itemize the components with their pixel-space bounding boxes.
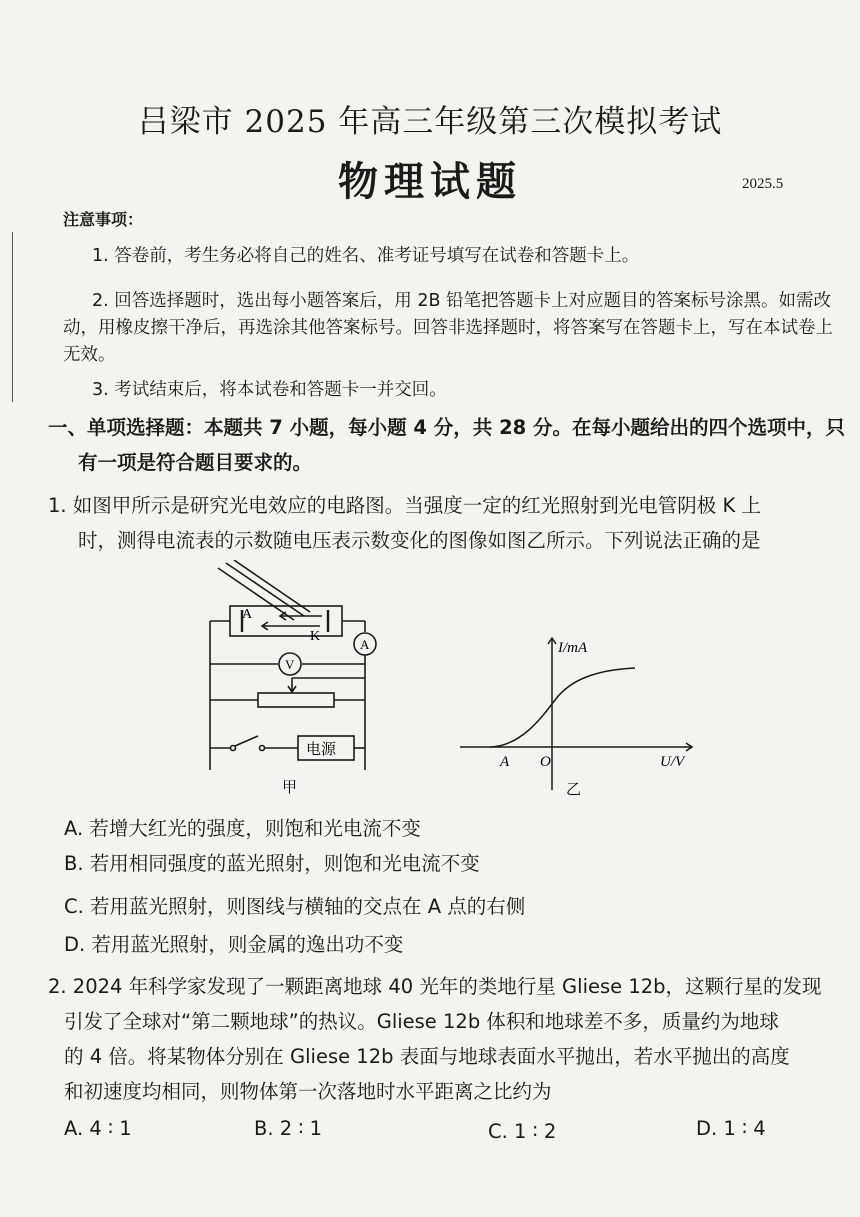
q1-option-d: D. 若用蓝光照射，则金属的逸出功不变 [64,933,404,956]
q2-stem-line2: 引发了全球对“第二颗地球”的热议。Gliese 12b 体积和地球差不多，质量约为地球 [64,1010,779,1033]
q2-stem-line4: 和初速度均相同，则物体第一次落地时水平距离之比约为 [64,1080,552,1103]
point-a-label: A [500,754,510,770]
voltmeter-label: V [285,657,295,672]
anode-label: A [242,607,253,622]
power-label: 电源 [306,740,337,758]
notice-item-2-end: 无效。 [63,345,116,365]
q1-option-c: C. 若用蓝光照射，则图线与横轴的交点在 A 点的右侧 [64,895,526,918]
q1-option-b: B. 若用相同强度的蓝光照射，则饱和光电流不变 [64,852,480,875]
q1-option-a: A. 若增大红光的强度，则饱和光电流不变 [64,817,421,840]
notice-item-2-cont: 动，用橡皮擦干净后，再选涂其他答案标号。回答非选择题时，将答案写在答题卡上，写在本试卷上 [63,318,833,338]
y-axis-label: I/mA [558,640,588,656]
figure-caption-yi: 乙 [566,780,582,798]
notice-item-2: 2. 回答选择题时，选出每小题答案后，用 2B 铅笔把答题卡上对应题目的答案标号涂黑。如需改 [92,291,832,311]
x-axis-label: U/V [660,754,685,770]
iu-graph [460,630,710,800]
subject-title: 物理试题 [338,158,522,205]
q2-option-b: B. 2 ∶ 1 [254,1117,323,1140]
q2-stem-line1: 2. 2024 年科学家发现了一颗距离地球 40 光年的类地行星 Gliese 12b，这颗行星的发现 [48,975,822,998]
ammeter-label: A [360,637,370,652]
notice-item-1: 1. 答卷前，考生务必将自己的姓名、准考证号填写在试卷和答题卡上。 [92,246,640,266]
q2-stem-line3: 的 4 倍。将某物体分别在 Gliese 12b 表面与地球表面水平抛出，若水平抛出的高度 [64,1045,790,1068]
notice-heading: 注意事项： [63,210,144,229]
section-heading: 一、单项选择题：本题共 7 小题，每小题 4 分，共 28 分。在每小题给出的四个选项中，只 [48,416,846,439]
q2-option-a: A. 4 ∶ 1 [64,1117,132,1140]
origin-label: O [540,754,551,770]
q1-stem-line1: 1. 如图甲所示是研究光电效应的电路图。当强度一定的红光照射到光电管阴极 K 上 [48,494,761,517]
q2-option-c: C. 1 ∶ 2 [488,1120,557,1143]
cathode-label: K [310,629,321,644]
section-heading-cont: 有一项是符合题目要求的。 [78,451,313,474]
exam-date: 2025.5 [742,176,784,192]
figure-caption-jia: 甲 [282,778,298,796]
exam-title: 吕梁市 2025 年高三年级第三次模拟考试 [137,104,723,140]
q2-option-d: D. 1 ∶ 4 [696,1117,766,1140]
notice-item-3: 3. 考试结束后，将本试卷和答题卡一并交回。 [92,380,447,400]
q1-stem-line2: 时，测得电流表的示数随电压表示数变化的图像如图乙所示。下列说法正确的是 [78,529,761,552]
binding-margin-line [12,232,13,402]
circuit-diagram [200,560,380,820]
